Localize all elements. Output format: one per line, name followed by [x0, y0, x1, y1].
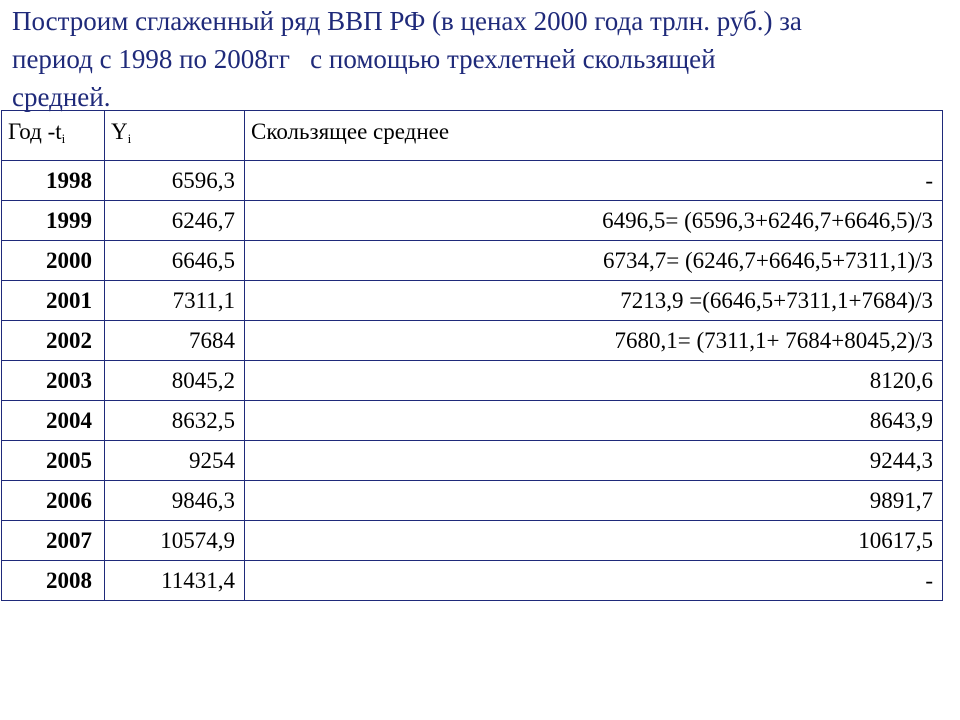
- yi-cell: 9846,3: [105, 481, 245, 521]
- table-row: [2, 281, 943, 321]
- yi-cell: 8632,5: [105, 401, 245, 441]
- year-cell: 2002: [2, 321, 105, 361]
- moving-average-cell: 6496,5= (6596,3+6246,7+6646,5)/3: [245, 201, 943, 241]
- year-cell: 2001: [2, 281, 105, 321]
- moving-average-cell: 7680,1= (7311,1+ 7684+8045,2)/3: [245, 321, 943, 361]
- header-yi-label: Y: [111, 119, 128, 144]
- moving-average-cell: 6734,7= (6246,7+6646,5+7311,1)/3: [245, 241, 943, 281]
- moving-average-cell: -: [245, 161, 943, 201]
- table-row: [2, 361, 943, 401]
- header-year: [2, 111, 105, 161]
- title-line-3: средней.: [12, 82, 111, 112]
- table-row: [2, 401, 943, 441]
- table-row: [2, 521, 943, 561]
- moving-average-cell: 7213,9 =(6646,5+7311,1+7684)/3: [245, 281, 943, 321]
- yi-cell: 7684: [105, 321, 245, 361]
- header-yi-subscript: i: [127, 131, 132, 146]
- year-cell: 2000: [2, 241, 105, 281]
- year-cell: 2004: [2, 401, 105, 441]
- table-row: [2, 561, 943, 601]
- year-cell: 2008: [2, 561, 105, 601]
- year-cell: 2005: [2, 441, 105, 481]
- yi-cell: 6246,7: [105, 201, 245, 241]
- yi-cell: 6646,5: [105, 241, 245, 281]
- moving-average-cell: 8120,6: [245, 361, 943, 401]
- yi-cell: 11431,4: [105, 561, 245, 601]
- table-row: [2, 441, 943, 481]
- moving-average-cell: 9891,7: [245, 481, 943, 521]
- title-line-1: Построим сглаженный ряд ВВП РФ (в ценах 2000 года трлн. руб.) за: [12, 6, 802, 36]
- year-cell: 1999: [2, 201, 105, 241]
- moving-average-cell: 8643,9: [245, 401, 943, 441]
- header-year-label: Год -t: [8, 119, 62, 144]
- table-row: [2, 481, 943, 521]
- moving-average-cell: 9244,3: [245, 441, 943, 481]
- yi-cell: 9254: [105, 441, 245, 481]
- table-row: [2, 161, 943, 201]
- yi-cell: 8045,2: [105, 361, 245, 401]
- moving-average-cell: 10617,5: [245, 521, 943, 561]
- title-line-2: период с 1998 по 2008гг с помощью трехлетней скользящей: [12, 44, 716, 74]
- year-cell: 2006: [2, 481, 105, 521]
- moving-average-cell: -: [245, 561, 943, 601]
- table-row: [2, 241, 943, 281]
- year-cell: 1998: [2, 161, 105, 201]
- header-year-subscript: i: [61, 131, 66, 146]
- yi-cell: 7311,1: [105, 281, 245, 321]
- table-row: [2, 321, 943, 361]
- yi-cell: 10574,9: [105, 521, 245, 561]
- yi-cell: 6596,3: [105, 161, 245, 201]
- gdp-moving-average-table: [1, 110, 943, 601]
- year-cell: 2003: [2, 361, 105, 401]
- header-moving-average: Скользящее среднее: [245, 111, 943, 161]
- header-yi: [105, 111, 245, 161]
- year-cell: 2007: [2, 521, 105, 561]
- table-header-row: [2, 111, 943, 161]
- page-title: [12, 2, 957, 116]
- table-row: [2, 201, 943, 241]
